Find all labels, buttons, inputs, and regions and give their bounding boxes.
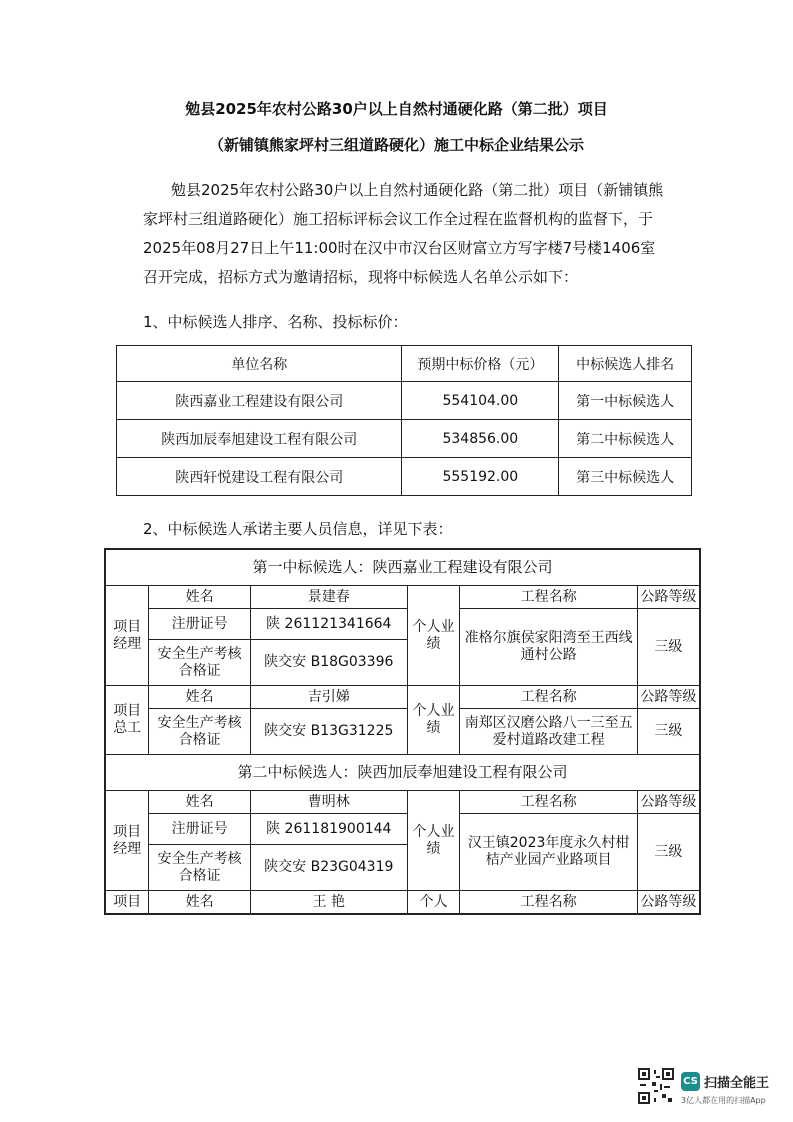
header-company: 单位名称 bbox=[117, 346, 402, 382]
table-row bbox=[105, 586, 700, 609]
company-cell: 陕西嘉业工程建设有限公司 bbox=[117, 382, 402, 420]
table-row bbox=[117, 420, 692, 458]
grade-header: 公路等级 bbox=[637, 791, 700, 814]
perf-label: 个人业绩 bbox=[407, 686, 460, 755]
section1-heading: 1、中标候选人排序、名称、投标标价： bbox=[143, 313, 408, 331]
header-rank: 中标候选人排名 bbox=[559, 346, 692, 382]
table-row bbox=[105, 686, 700, 709]
field-label: 姓名 bbox=[149, 891, 251, 915]
intro-line: 召开完成，招标方式为邀请招标，现将中标候选人名单公示如下： bbox=[143, 268, 579, 286]
project-name-header: 工程名称 bbox=[460, 586, 637, 609]
role-label: 项目经理 bbox=[105, 586, 149, 686]
table-row bbox=[105, 791, 700, 814]
table-row bbox=[105, 814, 700, 845]
intro-line: 2025年08月27日上午11:00时在汉中市汉台区财富立方写字楼7号楼1406室 bbox=[143, 239, 656, 257]
scanner-tagline: 3亿人都在用的扫描App bbox=[681, 1096, 766, 1105]
project-value: 准格尔旗侯家阳湾至王西线通村公路 bbox=[460, 609, 637, 686]
safety-value: 陕交安 B18G03396 bbox=[250, 640, 407, 686]
price-cell: 554104.00 bbox=[402, 382, 559, 420]
table-row bbox=[117, 458, 692, 496]
perf-label: 个人业绩 bbox=[407, 586, 460, 686]
table-header-row bbox=[117, 346, 692, 382]
candidate2-band-row bbox=[105, 755, 700, 791]
reg-value: 陕 261181900144 bbox=[250, 814, 407, 845]
field-label: 注册证号 bbox=[149, 814, 251, 845]
project-value: 汉王镇2023年度永久村柑桔产业园产业路项目 bbox=[460, 814, 637, 891]
name-value: 吉引娣 bbox=[250, 686, 407, 709]
reg-value: 陕 261121341664 bbox=[250, 609, 407, 640]
field-label: 姓名 bbox=[149, 686, 251, 709]
name-value: 曹明林 bbox=[250, 791, 407, 814]
intro-paragraph bbox=[143, 176, 663, 292]
role-label: 项目总工 bbox=[105, 686, 149, 755]
perf-label: 个人 bbox=[407, 891, 460, 915]
camscanner-logo-icon: CS bbox=[681, 1072, 700, 1091]
rank-cell: 第一中标候选人 bbox=[559, 382, 692, 420]
grade-value: 三级 bbox=[637, 814, 700, 891]
field-label: 注册证号 bbox=[149, 609, 251, 640]
price-cell: 555192.00 bbox=[402, 458, 559, 496]
rank-cell: 第三中标候选人 bbox=[559, 458, 692, 496]
table-row bbox=[105, 609, 700, 640]
candidate1-band-row bbox=[105, 549, 700, 586]
company-cell: 陕西加辰奉旭建设工程有限公司 bbox=[117, 420, 402, 458]
company-cell: 陕西轩悦建设工程有限公司 bbox=[117, 458, 402, 496]
document-title-line2: （新铺镇熊家坪村三组道路硬化）施工中标企业结果公示 bbox=[208, 136, 584, 154]
field-label: 姓名 bbox=[149, 791, 251, 814]
project-name-header: 工程名称 bbox=[460, 686, 637, 709]
field-label: 安全生产考核合格证 bbox=[149, 640, 251, 686]
price-cell: 534856.00 bbox=[402, 420, 559, 458]
table-row bbox=[105, 891, 700, 915]
intro-line: 家坪村三组道路硬化）施工招标评标会议工作全过程在监督机构的监督下，于 bbox=[143, 210, 654, 228]
role-label: 项目经理 bbox=[105, 791, 149, 891]
field-label: 姓名 bbox=[149, 586, 251, 609]
candidate1-band: 第一中标候选人：陕西嘉业工程建设有限公司 bbox=[105, 549, 700, 586]
safety-value: 陕交安 B13G31225 bbox=[250, 709, 407, 755]
personnel-table bbox=[104, 548, 701, 915]
field-label: 安全生产考核合格证 bbox=[149, 845, 251, 891]
intro-line: 勉县2025年农村公路30户以上自然村通硬化路（第二批）项目（新铺镇熊 bbox=[171, 181, 664, 199]
grade-value: 三级 bbox=[637, 709, 700, 755]
candidate2-band: 第二中标候选人：陕西加辰奉旭建设工程有限公司 bbox=[105, 755, 700, 791]
project-name-header: 工程名称 bbox=[460, 791, 637, 814]
project-value: 南郑区汉磨公路八一三至五爱村道路改建工程 bbox=[460, 709, 637, 755]
table-row bbox=[105, 709, 700, 755]
rank-cell: 第二中标候选人 bbox=[559, 420, 692, 458]
grade-header: 公路等级 bbox=[637, 586, 700, 609]
name-value: 景建春 bbox=[250, 586, 407, 609]
header-price: 预期中标价格（元） bbox=[402, 346, 559, 382]
qr-code-icon bbox=[636, 1066, 676, 1106]
grade-header: 公路等级 bbox=[637, 686, 700, 709]
safety-value: 陕交安 B23G04319 bbox=[250, 845, 407, 891]
section2-heading: 2、中标候选人承诺主要人员信息，详见下表： bbox=[143, 520, 453, 538]
document-title-line1: 勉县2025年农村公路30户以上自然村通硬化路（第二批）项目 bbox=[185, 100, 608, 118]
perf-label: 个人业绩 bbox=[407, 791, 460, 891]
name-value: 王 艳 bbox=[250, 891, 407, 915]
grade-header: 公路等级 bbox=[637, 891, 700, 915]
candidate-ranking-table bbox=[116, 345, 692, 496]
grade-value: 三级 bbox=[637, 609, 700, 686]
scanner-brand-name: 扫描全能王 bbox=[704, 1076, 770, 1091]
table-row bbox=[117, 382, 692, 420]
project-name-header: 工程名称 bbox=[460, 891, 637, 915]
field-label: 安全生产考核合格证 bbox=[149, 709, 251, 755]
role-label: 项目 bbox=[105, 891, 149, 915]
